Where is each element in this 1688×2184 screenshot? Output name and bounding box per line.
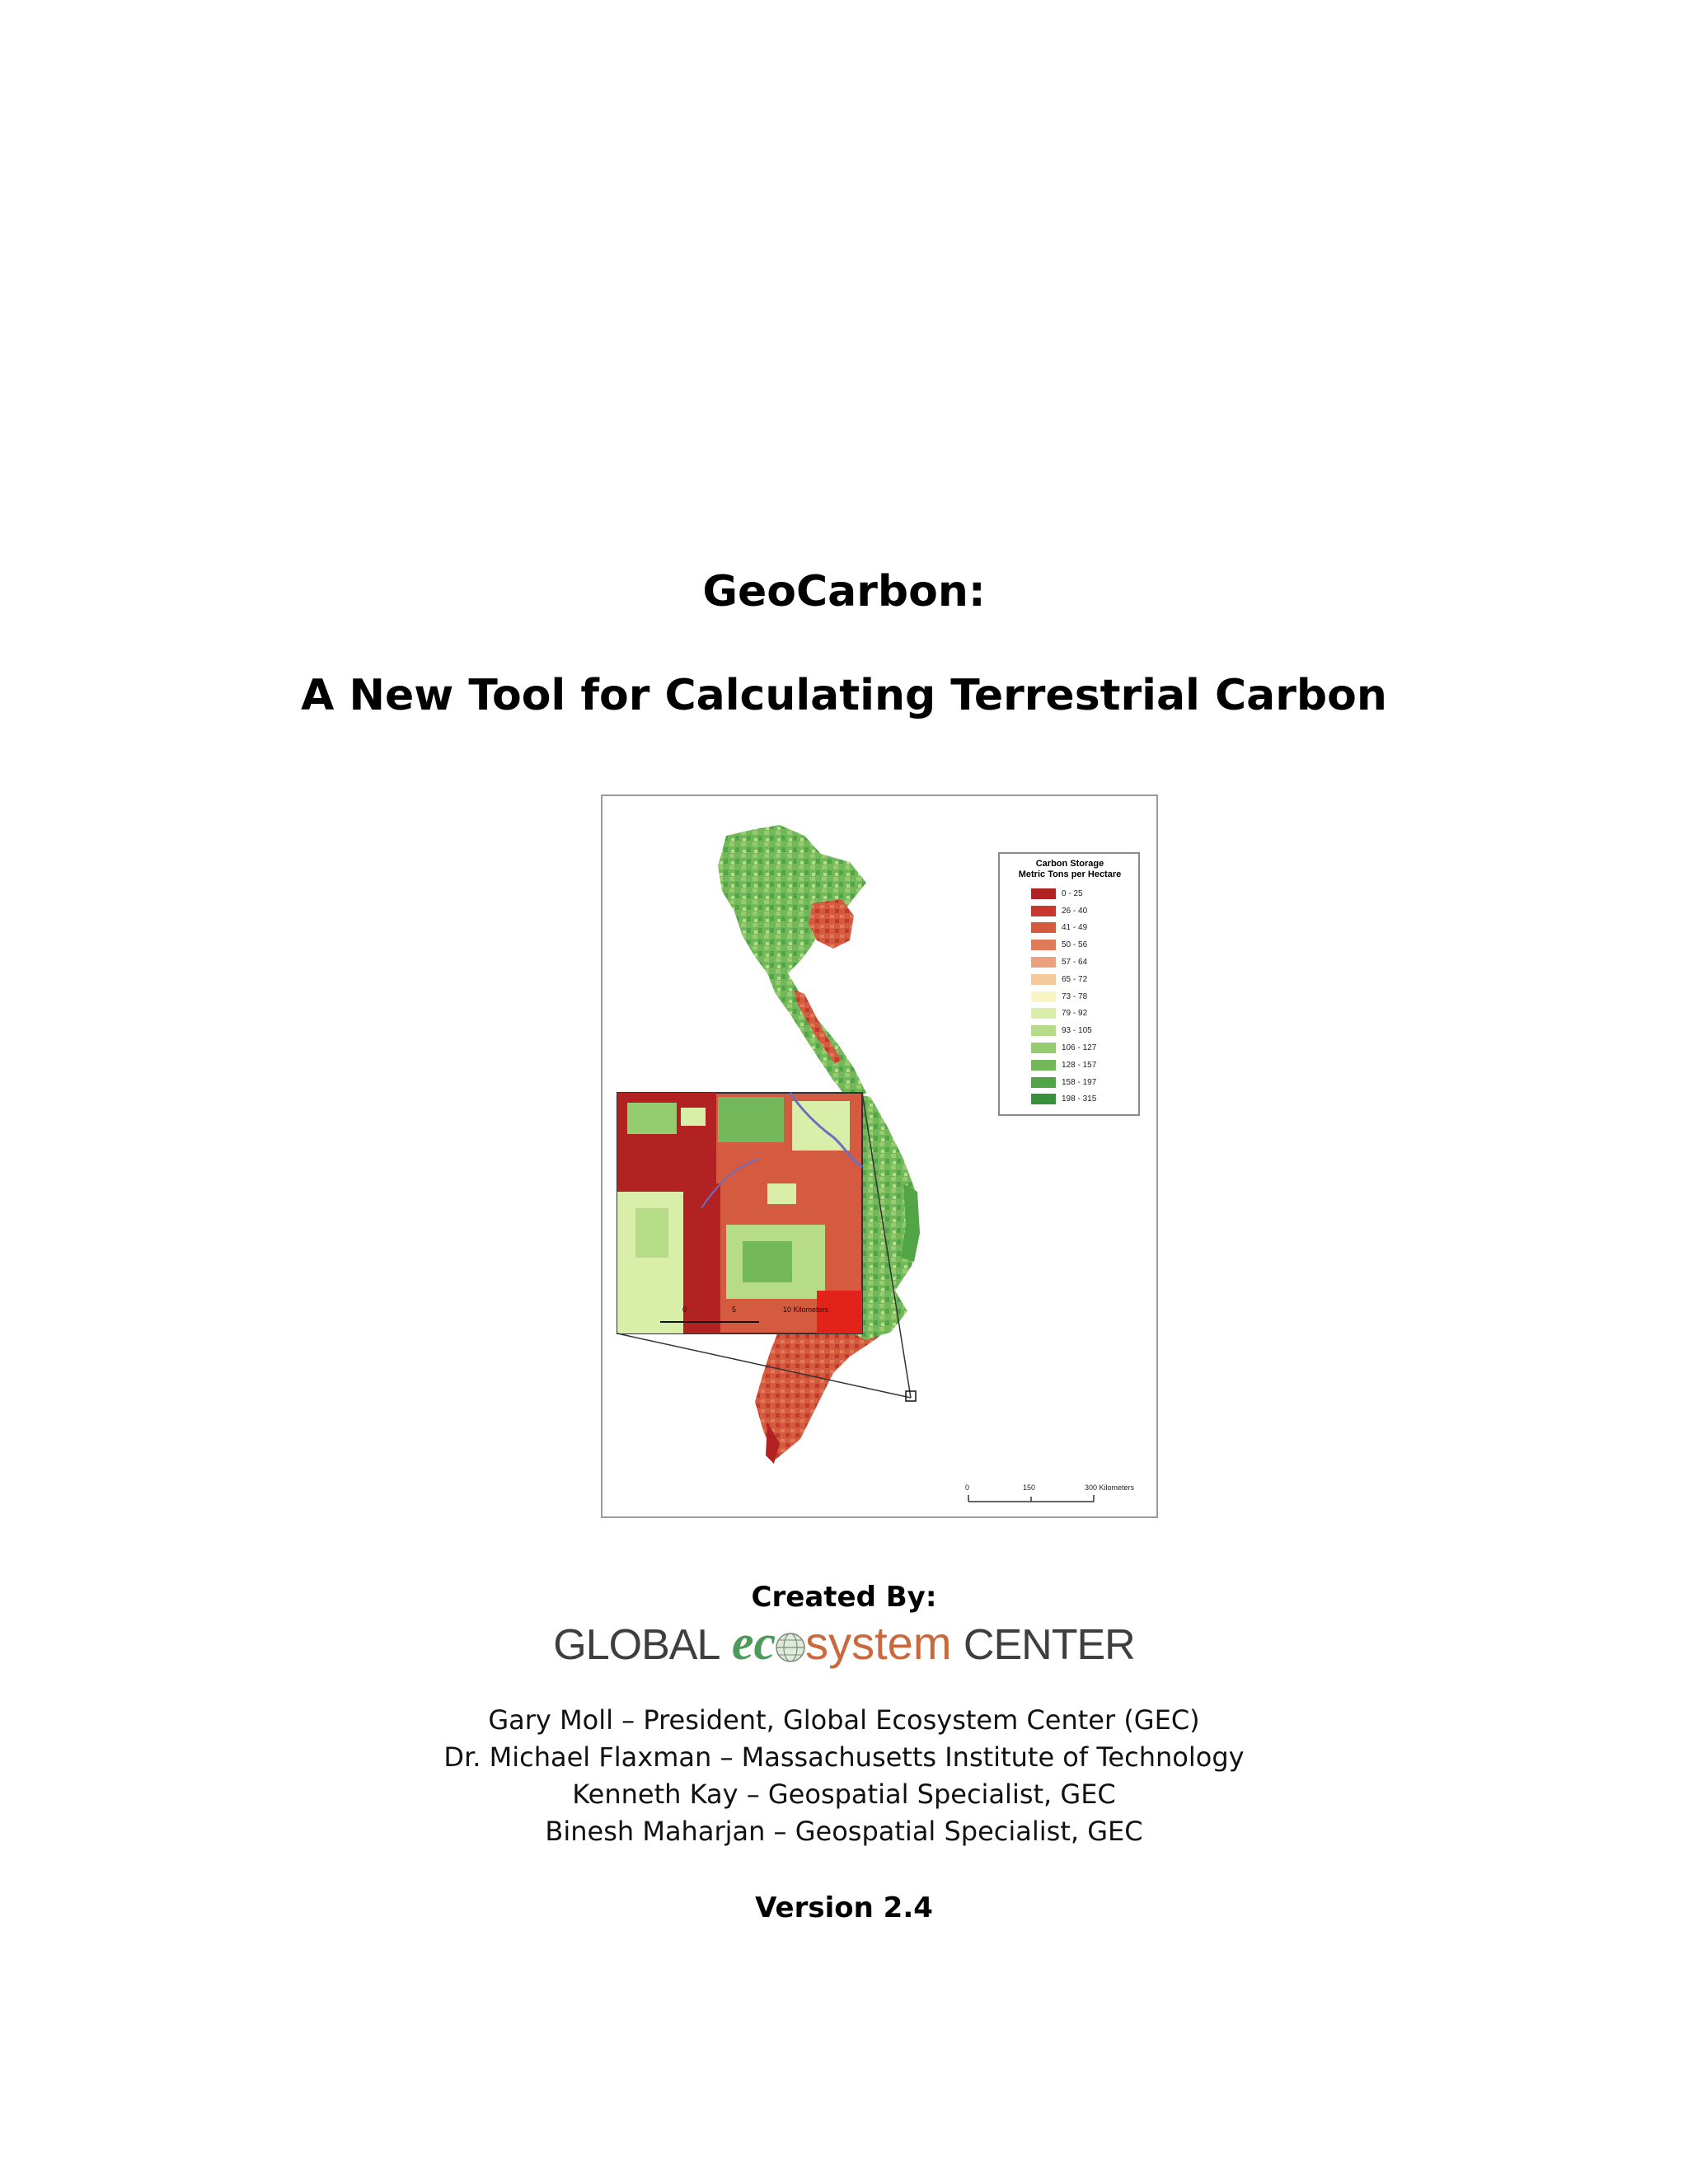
legend-label: 73 - 78 — [1062, 991, 1088, 1001]
legend-item — [1008, 936, 1132, 954]
carbon-storage-map — [601, 794, 1158, 1518]
map-inset — [617, 1093, 862, 1333]
map-red-river-delta — [809, 899, 854, 949]
author-line: Gary Moll – President, Global Ecosystem Center (GEC) — [488, 1704, 1200, 1736]
legend-swatch — [1031, 957, 1056, 968]
legend-label: 65 - 72 — [1062, 974, 1088, 984]
legend-label: 26 - 40 — [1062, 906, 1088, 916]
legend-item — [1008, 1074, 1132, 1091]
created-by-label: Created By: — [751, 1581, 937, 1614]
legend-label: 198 - 315 — [1062, 1094, 1097, 1104]
legend-item — [1008, 1005, 1132, 1023]
legend-item — [1008, 954, 1132, 971]
legend-item — [1008, 920, 1132, 937]
inset-scale-label-5: 5 — [732, 1305, 737, 1314]
legend-swatch — [1031, 1025, 1056, 1036]
legend-item — [1008, 902, 1132, 920]
legend-swatch — [1031, 991, 1056, 1002]
scale-label-150: 150 — [1023, 1483, 1036, 1492]
legend-label: 158 - 197 — [1062, 1077, 1097, 1087]
inset-scale-labels — [682, 1305, 847, 1330]
legend-swatch — [1031, 1060, 1056, 1071]
scale-label-300: 300 Kilometers — [1085, 1483, 1135, 1492]
legend-title: Carbon Storage — [1035, 859, 1104, 869]
legend-label: 93 - 105 — [1062, 1026, 1092, 1036]
legend-label: 41 - 49 — [1062, 923, 1088, 933]
inset-scale-label-10: 10 Kilometers — [783, 1305, 829, 1314]
legend-label: 106 - 127 — [1062, 1043, 1097, 1053]
legend-label: 57 - 64 — [1062, 958, 1088, 968]
legend-item — [1008, 885, 1132, 902]
legend-item — [1008, 1057, 1132, 1074]
document-subtitle: A New Tool for Calculating Terrestrial Carbon — [301, 671, 1387, 720]
legend-label: 128 - 157 — [1062, 1060, 1097, 1070]
globe-icon — [774, 1631, 807, 1664]
logo-word-global: GLOBAL — [553, 1621, 720, 1669]
legend-subtitle: Metric Tons per Hectare — [1018, 869, 1122, 879]
legend-label: 79 - 92 — [1062, 1009, 1088, 1019]
legend-swatch — [1031, 974, 1056, 985]
legend-label: 0 - 25 — [1062, 888, 1083, 898]
legend-swatch — [1031, 1077, 1056, 1088]
inset-scale-label-0: 0 — [682, 1305, 687, 1314]
legend-swatch — [1031, 1008, 1056, 1019]
legend-item — [1008, 1022, 1132, 1039]
version-label: Version 2.4 — [755, 1891, 933, 1924]
legend-item — [1008, 1091, 1132, 1108]
logo-word-ec: ec — [731, 1615, 776, 1670]
global-ecosystem-center-logo — [0, 1614, 1688, 1671]
logo-word-system: system — [805, 1617, 952, 1669]
legend-swatch — [1031, 940, 1056, 950]
legend-label: 50 - 56 — [1062, 940, 1088, 950]
logo-word-center: CENTER — [963, 1621, 1135, 1669]
author-line: Kenneth Kay – Geospatial Specialist, GEC — [572, 1779, 1116, 1810]
document-title: GeoCarbon: — [702, 567, 986, 616]
legend-item — [1008, 971, 1132, 988]
map-legend — [998, 852, 1140, 1116]
legend-swatch — [1031, 888, 1056, 899]
scale-label-0: 0 — [965, 1483, 970, 1492]
author-line: Binesh Maharjan – Geospatial Specialist, GEC — [545, 1816, 1143, 1847]
legend-swatch — [1031, 1043, 1056, 1053]
authors-list — [0, 1702, 1688, 1850]
legend-swatch — [1031, 906, 1056, 916]
author-line: Dr. Michael Flaxman – Massachusetts Institute of Technology — [443, 1741, 1245, 1773]
legend-item — [1008, 1039, 1132, 1057]
legend-item — [1008, 988, 1132, 1005]
legend-swatch — [1031, 1094, 1056, 1104]
legend-swatch — [1031, 922, 1056, 933]
scale-labels — [965, 1483, 1155, 1508]
